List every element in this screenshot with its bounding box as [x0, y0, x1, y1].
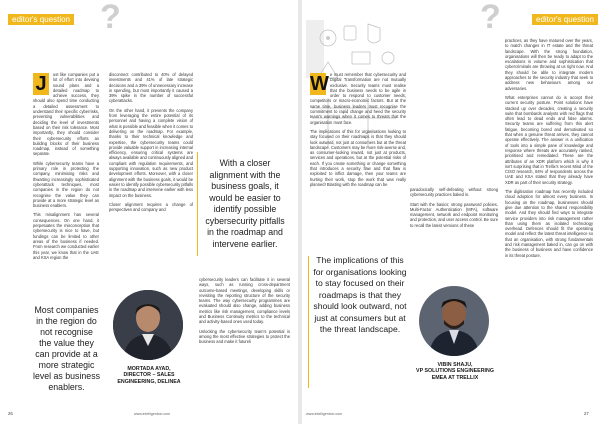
- avatar-vibin-shaju: [419, 286, 489, 356]
- portrait-left-svg: [113, 290, 183, 360]
- monitor-icon: [352, 52, 370, 64]
- header-label-right: editor's question: [532, 14, 598, 25]
- portrait-right-svg: [419, 286, 489, 356]
- right-column-2: [410, 187, 498, 232]
- right-col3-p1: practices, as they have matured over the years, to match changes in IT estate and the threat landscape. With the strong foundation, organisations will then be ready to adapt to the escalations in volume and sophistication that cybercriminals are throwing at us right now. And they should be able to integrate modern approaches to the security industry that seek to address new behaviours among our adversaries.: [505, 38, 593, 91]
- dropcap-j: J: [33, 73, 49, 95]
- person-title-right-2: EMEA AT TRELLIX: [431, 374, 479, 381]
- person-name-right: VIBIN SHAJU,: [437, 362, 473, 368]
- person-caption-right: [412, 362, 498, 381]
- question-mark-icon: ?: [480, 0, 501, 36]
- right-col3-p2: What enterprises cannot do is accept their current security posture. Point solutions have stacked up over decades, creating a security suite that bombards analysts with red flags that often lead to dead ends and false alarms. Security teams are suffering from this alert fatigue, becoming bored and demotivated so that when a genuine threat arrives, they cannot operate effectively. The answer is a unification of tools into a simple pane of knowledge and response where threats are accurately ranked, prioritised and remediated. These are the attributes of an XDR platform which is why it isn't surprising that in Trellix's recent Mind of the CISO research, 84% of respondents across the UAE and KSA stated that they already have XDR as part of their security strategy.: [505, 94, 593, 185]
- right-col2-p2: Start with the basics; strong password policies, Multi-Factor Authentication (MFA), software management, network and endpoint monitoring and protection, and user access control. Be sure to recall the latest versions of these: [410, 201, 498, 228]
- right-page: [302, 0, 600, 424]
- left-col1-lead: ust like companies put a lot of effort into devising sound plans and a detailed roadmap to achieve success, they should also spend time conducting a detailed assessment to understand their specific cyberrisks, preventing vulnerabilities and deciding the level of investments based on their risk tolerance. Most importantly, they should consider their cybersecurity efforts as building blocks of their business roadmap, instead of something separate.: [33, 72, 99, 157]
- left-col3-p2: Unlocking the cybersecurity team's potential is among the most effective strategies to protect the business and make it futureli: [199, 328, 290, 345]
- left-col2-p1: disconnect contributed to 40% of delayed investments and 41% of late strategic decisions and a 39% of unnecessary increase in spending, but most importantly it caused a 39% spike in the number of successful cyberattacks.: [109, 72, 193, 104]
- right-col1-lead: e must remember that cybersecurity and Digital Transformation are not mutually exclusive. Security teams must realise that the business needs to be agile in order to respond to customer needs, competitors or macro-economic factors. But at the same time, business leaders must recognise the commitment to rapid change and heed the security team's warnings when it comes to threats that the organisation must face.: [310, 72, 406, 125]
- page-number-left: 26: [8, 411, 13, 416]
- quote-rule-right: [308, 256, 309, 388]
- right-col2-p1: paradoxically self-defeating without strong cybersecurity practices baked in.: [410, 187, 498, 198]
- question-mark-icon: ?: [100, 0, 121, 36]
- person-title-right-1: VP SOLUTIONS ENGINEERING: [416, 368, 494, 375]
- left-col2-p3: Closer alignment requires a change of perspectives and company and: [109, 201, 193, 213]
- header-label-left: editor's question: [8, 14, 74, 25]
- bug-icon: [382, 52, 394, 64]
- right-col1-p2: The implications of this for organisations looking to stay focused on their roadmaps is that they should look outward, not just at consumers but at the threat landscape. Customers may be more risk-averse and, as consumer-looking inward, not just at products, services and operations, but at the potential risks of each. If you create something or change something that introduces a security flaw and that flaw is exploited to inflict damage, then your teams are hurting their work, stop the work that was really planned! Blasting with the roadmap can be: [310, 128, 407, 187]
- right-column-1: [310, 72, 406, 191]
- quote-rule-left: [197, 152, 198, 256]
- left-col2-p2: On the other hand, it prevents the company from leveraging the entire potential of its personnel and having a complete vision of what is possible and feasible when it comes to delivering on the roadmap. For example, thanks to their technical knowledge and expertise, the cybersecurity teams could provide valuable support in increasing internal efficiency, ensuring critical systems are always available and continuously aligned and compliant with regulation requirements, and supporting innovation, such as new product development efforts. Moreover, with a closer alignment with the business goals, it would be easier to identify possible cybersecurity pitfalls in the roadmap and intervene earlier with less impact on the business.: [109, 107, 193, 198]
- left-column-1: [33, 72, 99, 264]
- left-col3-p1: cybersecurity leaders can facilitate it in several ways, such as running cross-department outcome-based meetings, developing skills or revisiting the reporting structure of the security teams. The way cybersecurity programmes are evaluated should also change, adding business metrics like risk management, compliance levels and Business Continuity metrics to the technical and activity-based ones used today.: [199, 277, 290, 325]
- right-column-3: [505, 38, 593, 262]
- person-name-left: MORTADA AYAD,: [127, 366, 171, 372]
- footer-url-left: www.intelligentcio.com: [134, 412, 171, 416]
- pull-quote-right: The implications of this for organisations looking to stay focused on their roadmaps is that they should look outward, not just at consumers but at the threat landscape.: [313, 255, 407, 334]
- pull-quote-left-2: With a closer alignment with the business goals, it would be easier to identify possible cybersecurity pitfalls in the roadmap and intervene earlier.: [205, 158, 285, 249]
- right-col3-p3: The digitisation roadmap has recently included cloud adoption for almost every business. In focusing on the roadmap, businesses should give due attention to the shared responsibility model. And they should find ways to integrate service providers into risk management rather than using them as isolated technology overhead. Defences should fit the operating model and reflect the latest threat intelligence so that an organisation, with strong fundamentals and risk management baked in, can go on with the business of business and have confidence in its threat posture.: [505, 189, 593, 258]
- person-caption-left: [108, 366, 190, 385]
- person-title-left-1: DIRECTOR – SALES: [123, 372, 175, 379]
- avatar-mortada-ayad: [113, 290, 183, 360]
- left-page: [0, 0, 298, 424]
- footer-url-right: www.intelligentcio.com: [306, 412, 343, 416]
- padlock-icon: [344, 26, 356, 40]
- pull-quote-left-1: Most companies in the region do not recognise the value they can provide at a more strategic level as business enablers.: [33, 305, 100, 392]
- left-col1-p2: While cybersecurity teams have a primary role in protecting the company, minimising risks and thwarting increasingly sophisticated cyberattack techniques, most companies in the region do not recognise the value they can provide at a more strategic level as business enablers.: [33, 160, 99, 209]
- dropcap-w: W: [310, 73, 329, 95]
- shield-icon: [368, 24, 380, 43]
- left-column-3: [199, 277, 290, 349]
- page-number-right: 27: [584, 411, 589, 416]
- left-column-2: [109, 72, 193, 216]
- left-col1-p3: This misalignment has several consequences. On one hand, it perpetuates the misconception that cybersecurity is nice to have, but fundings can be limited to other areas of the business if needed. From research we conducted earlier this year, we know that in the UAE and KSA region the: [33, 212, 99, 260]
- person-title-left-2: ENGINEERING, DELINEA: [117, 378, 181, 385]
